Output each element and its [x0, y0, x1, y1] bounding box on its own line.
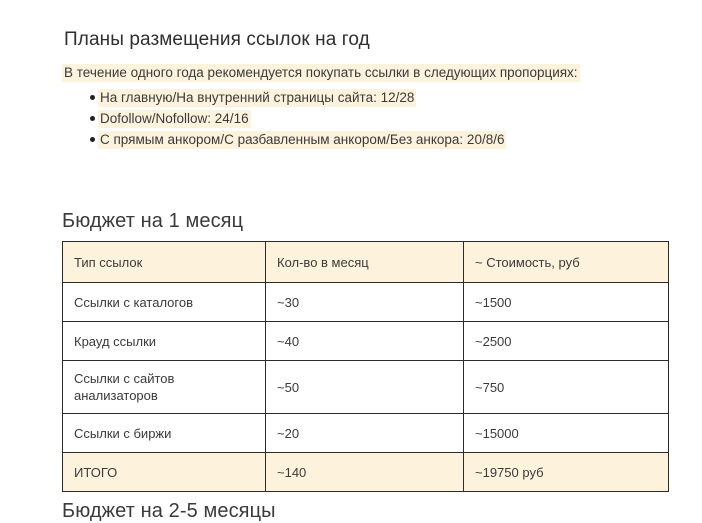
- recommendation-lead-text: В течение одного года рекомендуется покупать ссылки в следующих пропорциях:: [64, 65, 578, 80]
- cell-link-type: Ссылки с каталогов: [63, 283, 266, 322]
- table-header: [63, 242, 669, 283]
- budget-table-container: [62, 241, 668, 492]
- recommendation-lead: [62, 63, 674, 82]
- list-item-text: На главную/На внутренний страницы сайта: 12/28: [100, 90, 415, 105]
- cell-total-label: ИТОГО: [63, 453, 266, 492]
- column-header-link-type: Тип ссылок: [63, 242, 266, 283]
- cell-total-cost: ~19750 руб: [464, 453, 669, 492]
- list-item: [62, 108, 674, 129]
- cell-link-type: Ссылки с сайтов анализаторов: [63, 361, 266, 414]
- table-row: [63, 361, 669, 414]
- list-item: [62, 129, 674, 150]
- cell-quantity: ~30: [266, 283, 464, 322]
- cell-quantity: ~50: [266, 361, 464, 414]
- bullet-icon: [90, 95, 95, 100]
- table-header-row: [63, 242, 669, 283]
- section-heading-budget-1-month: Бюджет на 1 месяц: [62, 209, 244, 232]
- bullet-icon: [90, 116, 95, 121]
- cell-link-type: Крауд ссылки: [63, 322, 266, 361]
- list-item-text: Dofollow/Nofollow: 24/16: [100, 111, 249, 126]
- cell-cost: ~1500: [464, 283, 669, 322]
- budget-table: [62, 241, 669, 492]
- list-item: [62, 87, 674, 108]
- section-heading-budget-2-5-months: Бюджет на 2-5 месяцы: [62, 499, 276, 522]
- list-item-text: С прямым анкором/С разбавленным анкором/Без анкора: 20/8/6: [100, 132, 505, 147]
- column-header-quantity: Кол-во в месяц: [266, 242, 464, 283]
- cell-quantity: ~40: [266, 322, 464, 361]
- cell-cost: ~750: [464, 361, 669, 414]
- recommendation-block: [62, 63, 674, 150]
- cell-cost: ~2500: [464, 322, 669, 361]
- page-title: Планы размещения ссылок на год: [64, 28, 370, 50]
- bullet-icon: [90, 137, 95, 142]
- table-total-row: [63, 453, 669, 492]
- table-body: [63, 283, 669, 492]
- cell-total-quantity: ~140: [266, 453, 464, 492]
- cell-link-type: Ссылки с биржи: [63, 414, 266, 453]
- table-row: [63, 322, 669, 361]
- table-row: [63, 283, 669, 322]
- table-row: [63, 414, 669, 453]
- column-header-cost: ~ Стоимость, руб: [464, 242, 669, 283]
- cell-quantity: ~20: [266, 414, 464, 453]
- cell-cost: ~15000: [464, 414, 669, 453]
- recommendation-list: [62, 87, 674, 150]
